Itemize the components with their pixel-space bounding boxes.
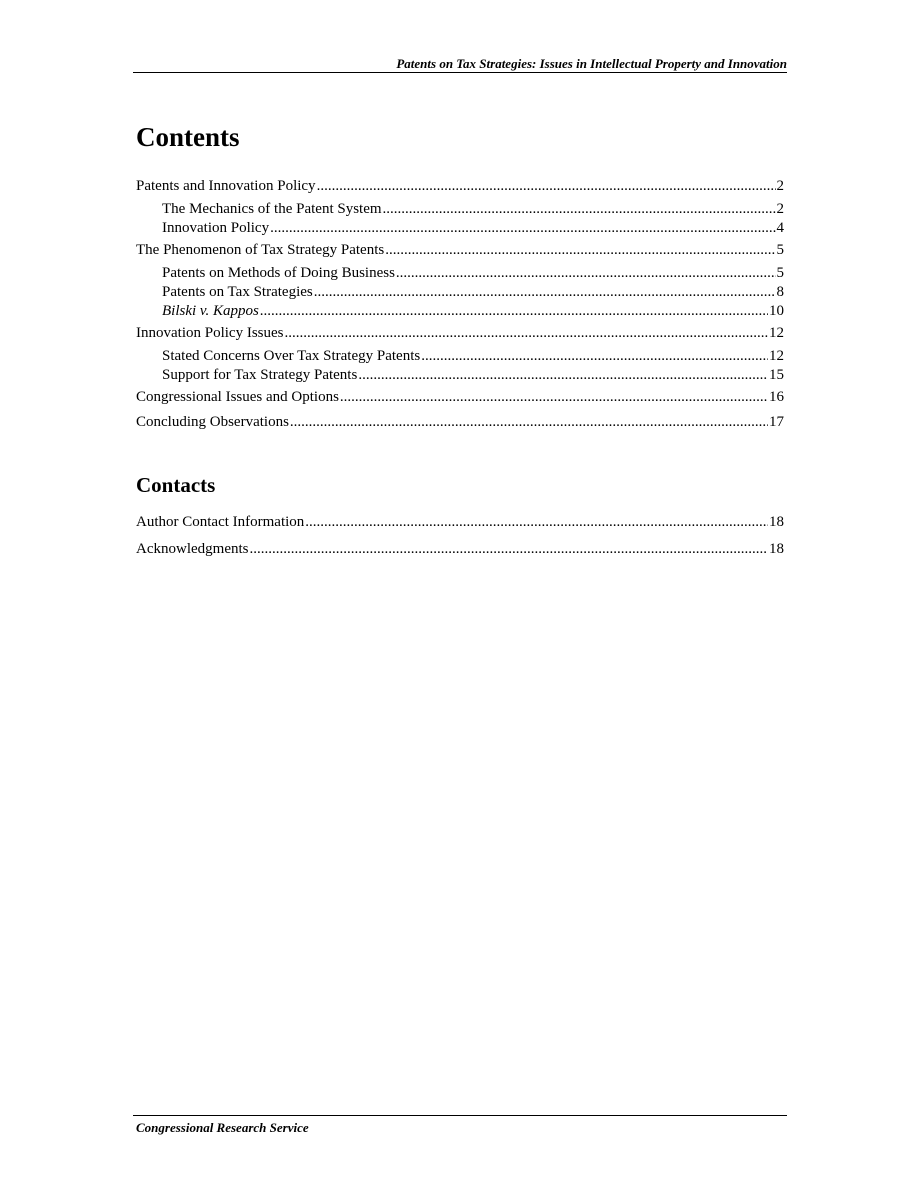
toc-entry-page: 4 [776, 220, 784, 236]
toc-entry[interactable] [162, 263, 784, 283]
toc-entry-label: Stated Concerns Over Tax Strategy Patents [162, 348, 421, 364]
toc-entry[interactable] [162, 346, 784, 366]
toc-entry-page: 5 [776, 242, 784, 258]
running-header: Patents on Tax Strategies: Issues in Intellectual Property and Innovation [396, 56, 787, 71]
dot-leader [317, 176, 776, 196]
toc-entry-label: Congressional Issues and Options [136, 389, 339, 405]
toc-entry-label: Patents on Methods of Doing Business [162, 265, 395, 281]
toc-entry[interactable] [136, 539, 784, 559]
toc-entry-page: 12 [769, 325, 784, 341]
toc-entry-page: 2 [776, 178, 784, 194]
toc-entry-label: Bilski v. Kappos [162, 303, 259, 319]
toc-entry-page: 18 [769, 541, 784, 557]
toc-entry[interactable] [162, 301, 784, 321]
toc-entry-label: Concluding Observations [136, 414, 289, 430]
contacts-heading: Contacts [136, 473, 216, 497]
toc-entry-page: 16 [769, 389, 784, 405]
toc-entry[interactable] [136, 512, 784, 532]
toc-entry-label: Author Contact Information [136, 514, 305, 530]
toc-entry[interactable] [162, 365, 784, 385]
toc-entry[interactable] [136, 323, 784, 343]
dot-leader [249, 539, 768, 559]
dot-leader [385, 240, 775, 260]
toc-entry-label: Innovation Policy Issues [136, 325, 284, 341]
dot-leader [260, 301, 768, 321]
toc-entry[interactable] [162, 199, 784, 219]
toc-entry[interactable] [162, 282, 784, 302]
dot-leader [383, 199, 776, 219]
dot-leader [421, 346, 768, 366]
toc-entry[interactable] [136, 176, 784, 196]
dot-leader [314, 282, 776, 302]
toc-entry-page: 12 [769, 348, 784, 364]
toc-entry-page: 2 [776, 201, 784, 217]
toc-entry-label: The Mechanics of the Patent System [162, 201, 382, 217]
toc-entry-label: Acknowledgments [136, 541, 249, 557]
toc-entry[interactable] [162, 218, 784, 238]
contents-heading: Contents [136, 122, 240, 152]
dot-leader [358, 365, 768, 385]
toc-entry-page: 5 [776, 265, 784, 281]
footer-divider [133, 1115, 787, 1116]
toc-entry-label: The Phenomenon of Tax Strategy Patents [136, 242, 385, 258]
toc-entry-label: Innovation Policy [162, 220, 270, 236]
dot-leader [396, 263, 776, 283]
dot-leader [285, 323, 769, 343]
toc-entry[interactable] [136, 387, 784, 407]
dot-leader [290, 412, 768, 432]
toc-entry-page: 10 [769, 303, 784, 319]
dot-leader [305, 512, 768, 532]
header-divider [133, 72, 787, 73]
toc-entry-page: 8 [776, 284, 784, 300]
toc-entry[interactable] [136, 240, 784, 260]
dot-leader [270, 218, 775, 238]
toc-entry-page: 15 [769, 367, 784, 383]
toc-entry-page: 18 [769, 514, 784, 530]
dot-leader [340, 387, 768, 407]
toc-entry-label: Patents and Innovation Policy [136, 178, 316, 194]
toc-entry[interactable] [136, 412, 784, 432]
toc-entry-page: 17 [769, 414, 784, 430]
toc-entry-label: Patents on Tax Strategies [162, 284, 313, 300]
footer-organization: Congressional Research Service [136, 1120, 309, 1135]
toc-entry-label: Support for Tax Strategy Patents [162, 367, 358, 383]
